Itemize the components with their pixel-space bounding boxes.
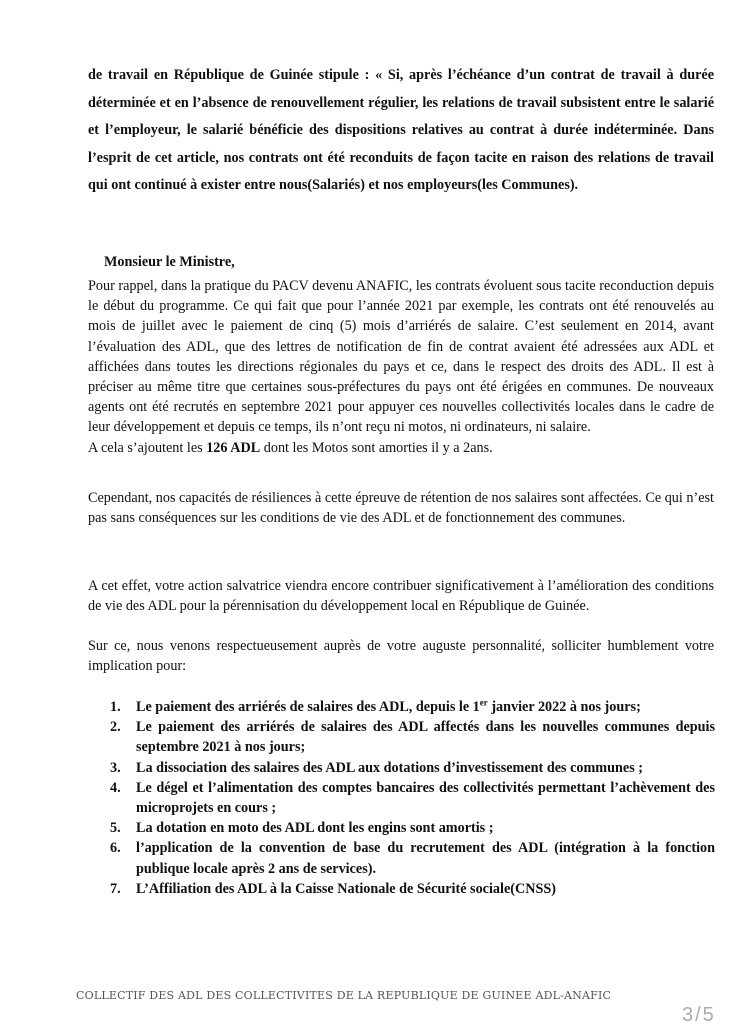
tail-after: dont les Motos sont amorties il y a 2ans. [260, 439, 493, 456]
request-item [110, 717, 715, 757]
request-text: La dotation en moto des ADL dont les engins sont amortis ; [136, 820, 494, 837]
request-item [110, 879, 715, 899]
request-text: l’application de la convention de base du recrutement des ADL (intégration à la fonction publique locale après 2 ans de services). [136, 840, 715, 877]
paragraph-request-intro: Sur ce, nous venons respectueusement auprès de votre auguste personnalité, solliciter humblement votre implication pour: [88, 638, 714, 675]
request-item [110, 838, 715, 878]
request-item [110, 758, 715, 778]
intro-paragraph: de travail en République de Guinée stipule : « Si, après l’échéance d’un contrat de travail à durée déterminée et en l’absence de renouvellement régulier, les relations de travail subsistent entre le salarié et l’employeur, le salarié bénéficie des dispositions relatives au contrat à durée indéterminée. Dans l’esprit de cet article, nos contrats ont été reconduits de façon tacite en raison des relations de travail qui ont continué à exister entre nous(Salariés) et nos employeurs(les Communes). [88, 67, 714, 193]
request-number: 3. [110, 759, 121, 776]
page-number: 3/5 [682, 1004, 716, 1026]
salutation: Monsieur le Ministre, [104, 254, 235, 270]
request-text-before: Le paiement des arriérés de salaires des ADL, depuis le 1 [136, 699, 480, 715]
paragraph-reminder-text: Pour rappel, dans la pratique du PACV devenu ANAFIC, les contrats évoluent sous tacite reconduction depuis le début du programme. Ce qui fait que pour l’année 2021 par exemple, les contrats ont été renouvelés au mois de juillet avec le paiement de cinq (5) mois d’arriérés de salaire. C’est seulement en 2014, avant l’évaluation des ADL, que des lettres de notification de fin de contrat avaient été adressées aux ADL et affichées dans toutes les directions régionales du pays et ce, dans le respect des droits des ADL. Il est à préciser au même titre que certaines sous-préfectures du pays ont été érigées en communes. De nouveaux agents ont été recrutés en septembre 2021 pour appuyer ces nouvelles collectivités locales dans le cadre de leur développement et depuis ce temps, ils n’ont reçu ni motos, ni ordinateurs, ni salaire. [88, 278, 714, 436]
tail-bold-count: 126 ADL [206, 439, 261, 456]
requests-list [110, 697, 715, 899]
request-text-after: janvier 2022 à nos jours; [487, 699, 641, 715]
paragraph-reminder-tail [88, 440, 493, 456]
request-number: 4. [110, 779, 121, 796]
request-number: 7. [110, 880, 121, 897]
request-number: 2. [110, 719, 121, 736]
request-item [110, 818, 715, 838]
request-number: 1. [110, 699, 121, 715]
request-number: 6. [110, 840, 121, 857]
request-text: La dissociation des salaires des ADL aux dotations d’investissement des communes ; [136, 759, 643, 776]
request-item [110, 697, 715, 717]
request-text: L’Affiliation des ADL à la Caisse Nationale de Sécurité sociale(CNSS) [136, 880, 556, 897]
tail-before: A cela s’ajoutent les [88, 439, 207, 456]
request-text: Le dégel et l’alimentation des comptes bancaires des collectivités permettant l’achèvement des microprojets en cours ; [136, 779, 715, 817]
paragraph-reminder [88, 276, 714, 458]
request-item [110, 778, 715, 818]
paragraph-action: A cet effet, votre action salvatrice viendra encore contribuer significativement à l’amélioration des conditions de vie des ADL pour la pérennisation du développement local en République de Guinée. [88, 578, 714, 615]
request-number: 5. [110, 820, 121, 837]
request-text: Le paiement des arriérés de salaires des ADL affectés dans les nouvelles communes depuis septembre 2021 à nos jours; [136, 719, 715, 756]
request-superscript: er [479, 697, 488, 708]
page-footer: COLLECTIF DES ADL DES COLLECTIVITES DE LA REPUBLIQUE DE GUINEE ADL-ANAFIC [76, 989, 612, 1002]
paragraph-resilience: Cependant, nos capacités de résiliences à cette épreuve de rétention de nos salaires sont affectées. Ce qui n’est pas sans conséquences sur les conditions de vie des ADL et de fonctionnement des communes. [88, 490, 714, 527]
